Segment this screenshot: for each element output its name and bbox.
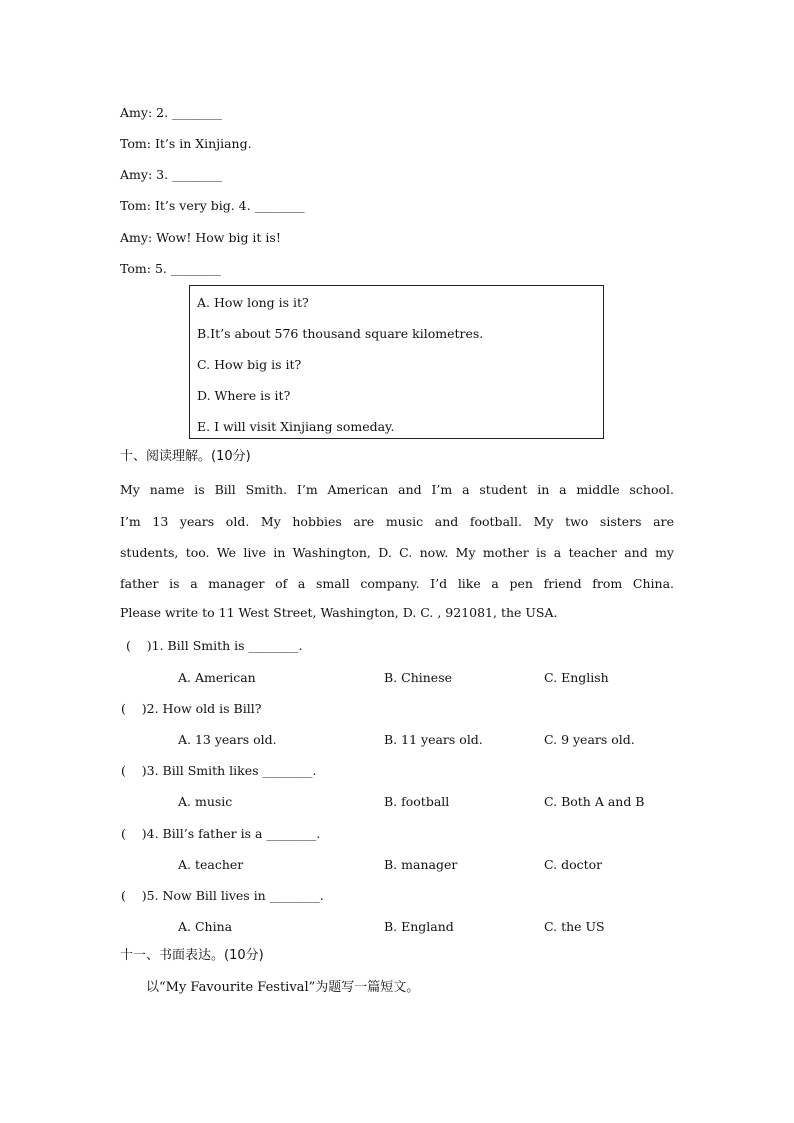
question-text: 1. Bill Smith is ________. <box>151 638 303 653</box>
choice-a: A. China <box>178 919 233 934</box>
choice-b: B. football <box>384 794 450 809</box>
choice-b: B. England <box>384 919 454 934</box>
answer-bracket[interactable]: ( ) <box>121 826 147 841</box>
speaker: Amy: <box>120 105 153 120</box>
choice-b: B. Chinese <box>384 670 453 685</box>
choice-c: C. Both A and B <box>544 794 645 809</box>
choice-a: A. 13 years old. <box>178 732 277 747</box>
passage-line: My name is Bill Smith. I’m American and I’m a student in a middle school. <box>120 482 674 497</box>
option-item: D. Where is it? <box>197 388 291 403</box>
section-heading-reading: 十、阅读理解。(10分) <box>120 449 251 464</box>
question-stem <box>121 826 320 842</box>
dialog-line <box>120 167 222 183</box>
choice-a: A. American <box>178 670 256 685</box>
choice-a: A. music <box>178 794 233 809</box>
question-text: 3. Bill Smith likes ________. <box>146 763 317 778</box>
dialog-text: 3. ________ <box>152 167 223 182</box>
dialog-text: It’s very big. 4. ________ <box>150 198 305 213</box>
dialog-text: Wow! How big it is! <box>152 230 281 245</box>
question-text: 4. Bill’s father is a ________. <box>146 826 321 841</box>
passage-line: I’m 13 years old. My hobbies are music and football. My two sisters are <box>120 514 674 529</box>
speaker: Amy: <box>120 167 153 182</box>
question-stem <box>121 888 324 904</box>
question-stem <box>121 701 261 717</box>
option-item: E. I will visit Xinjiang someday. <box>197 419 395 434</box>
speaker: Tom: <box>120 136 151 151</box>
dialog-text: 2. ________ <box>152 105 223 120</box>
option-item: C. How big is it? <box>197 357 302 372</box>
option-item: A. How long is it? <box>197 295 309 310</box>
dialog-text: It’s in Xinjiang. <box>150 136 252 151</box>
choice-a: A. teacher <box>178 857 244 872</box>
answer-bracket[interactable]: ( ) <box>121 763 147 778</box>
dialog-line <box>120 261 221 277</box>
speaker: Tom: <box>120 198 151 213</box>
question-stem <box>126 638 303 654</box>
section-heading-writing: 十一、书面表达。(10分) <box>120 948 264 963</box>
dialog-line <box>120 136 252 152</box>
dialog-line <box>120 105 222 121</box>
dialog-text: 5. ________ <box>150 261 221 276</box>
passage-line: Please write to 11 West Street, Washington, D. C. , 921081, the USA. <box>120 605 558 620</box>
choice-c: C. 9 years old. <box>544 732 635 747</box>
choice-c: C. doctor <box>544 857 603 872</box>
passage-line: students, too. We live in Washington, D. C. now. My mother is a teacher and my <box>120 545 674 560</box>
choice-c: C. English <box>544 670 609 685</box>
answer-bracket[interactable]: ( ) <box>126 638 152 653</box>
option-item: B.It’s about 576 thousand square kilometres. <box>197 326 484 341</box>
choice-c: C. the US <box>544 919 605 934</box>
answer-bracket[interactable]: ( ) <box>121 701 147 716</box>
choice-b: B. manager <box>384 857 458 872</box>
choice-b: B. 11 years old. <box>384 732 483 747</box>
answer-bracket[interactable]: ( ) <box>121 888 147 903</box>
speaker: Amy: <box>120 230 153 245</box>
question-stem <box>121 763 317 779</box>
dialog-line <box>120 198 305 214</box>
option-box <box>189 285 604 439</box>
question-text: 2. How old is Bill? <box>146 701 262 716</box>
passage-line: father is a manager of a small company. I’d like a pen friend from China. <box>120 576 674 591</box>
speaker: Tom: <box>120 261 151 276</box>
question-text: 5. Now Bill lives in ________. <box>146 888 324 903</box>
writing-task: 以“My Favourite Festival”为题写一篇短文。 <box>146 980 420 995</box>
dialog-line <box>120 230 281 246</box>
